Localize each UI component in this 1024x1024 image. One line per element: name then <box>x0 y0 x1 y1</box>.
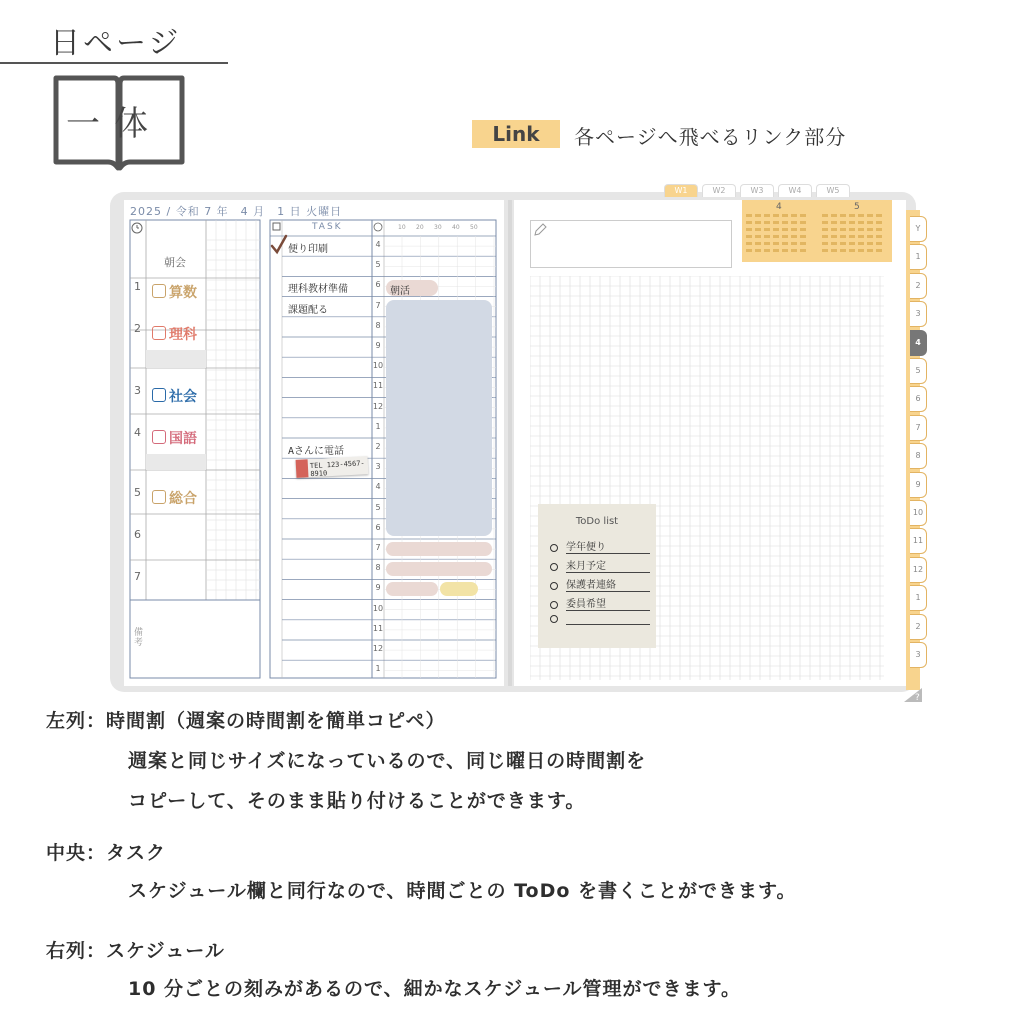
month-tab[interactable]: 4 <box>910 330 927 356</box>
hour-label: 12 <box>372 644 384 653</box>
task-entry: Aさんに電話 <box>288 446 345 457</box>
month-tab[interactable]: 3 <box>910 301 927 327</box>
month-tab[interactable]: 11 <box>910 528 927 554</box>
title-underline <box>0 62 228 64</box>
month-tab[interactable]: 5 <box>910 358 927 384</box>
subject-label <box>152 324 197 344</box>
week-tab[interactable]: W2 <box>702 184 736 197</box>
period-number: 2 <box>134 322 141 335</box>
month-tab[interactable]: 2 <box>910 614 927 640</box>
task-entry: 理科教材準備 <box>288 284 348 296</box>
hour-label: 9 <box>375 341 381 350</box>
hour-label: 8 <box>375 320 381 330</box>
minute-label: 40 <box>452 224 460 231</box>
svg-text:?: ? <box>915 693 920 703</box>
hour-label: 9 <box>375 583 381 593</box>
todo-checkbox[interactable] <box>550 615 558 623</box>
hour-label: 11 <box>372 623 384 633</box>
link-description: 各ページへ飛べるリンク部分 <box>574 125 847 149</box>
hour-label: 1 <box>375 664 381 674</box>
schedule-block <box>386 542 492 556</box>
page-spine <box>508 200 512 686</box>
month-tab[interactable]: 3 <box>910 642 927 668</box>
todo-text: 委員希望 <box>566 595 650 611</box>
hour-label: 2 <box>375 442 381 451</box>
schedule-block-morning: 朝活 <box>386 280 438 296</box>
month-tab[interactable]: 7 <box>910 415 927 441</box>
subject-label <box>152 428 197 448</box>
mini-calendar: 4 5 <box>742 200 892 262</box>
checkmark-icon <box>270 234 290 256</box>
todo-list-note <box>538 504 656 648</box>
month-tab[interactable]: 1 <box>910 244 927 270</box>
todo-checkbox[interactable] <box>550 563 558 571</box>
todo-item <box>550 595 650 611</box>
todo-checkbox[interactable] <box>550 601 558 609</box>
hour-label: 4 <box>375 482 381 492</box>
section-heading: 時間割（週案の時間割を簡単コピペ） <box>106 710 446 732</box>
section-label: 左列： <box>46 710 107 732</box>
morning-label: 朝会 <box>164 256 186 269</box>
month-tab[interactable]: 6 <box>910 386 927 412</box>
book-icon <box>152 430 166 444</box>
section-heading: スケジュール <box>106 940 225 962</box>
week-tab[interactable]: W1 <box>664 184 698 197</box>
hour-label: 1 <box>375 421 381 431</box>
hour-label: 10 <box>372 361 384 371</box>
period-number: 4 <box>134 426 141 439</box>
period-number: 6 <box>134 528 141 541</box>
todo-text: 保護者連絡 <box>566 576 650 592</box>
description-line: 10 分ごとの刻みがあるので、細かなスケジュール管理ができます。 <box>128 978 742 1000</box>
week-tab[interactable]: W4 <box>778 184 812 197</box>
pencil-icon <box>152 284 166 298</box>
description-line: コピーして、そのまま貼り付けることができます。 <box>128 790 586 812</box>
description-line: 週案と同じサイズになっているので、同じ曜日の時間割を <box>128 750 647 772</box>
task-entry: 課題配る <box>288 304 328 316</box>
hour-label: 7 <box>375 300 381 310</box>
todo-checkbox[interactable] <box>550 544 558 552</box>
globe-icon <box>152 388 166 402</box>
help-icon[interactable] <box>904 686 924 704</box>
week-tab[interactable]: W3 <box>740 184 774 197</box>
schedule-block-classes <box>386 300 492 536</box>
subject-name: 算数 <box>169 285 197 301</box>
bulb-icon <box>152 326 166 340</box>
task-header: TASK <box>312 222 343 232</box>
camera-icon <box>152 490 166 504</box>
hour-label: 3 <box>375 462 381 472</box>
minute-label: 50 <box>470 224 478 231</box>
section-heading: タスク <box>106 842 167 864</box>
todo-text <box>566 624 650 625</box>
schedule-block-yellow <box>440 582 478 596</box>
subject-label <box>152 282 197 302</box>
subject-label <box>152 386 197 406</box>
subject-name: 総合 <box>169 491 197 507</box>
month-tab[interactable]: 9 <box>910 472 927 498</box>
todo-item <box>550 538 650 554</box>
period-number: 3 <box>134 384 141 397</box>
description-heading <box>46 838 166 865</box>
hour-label: 5 <box>375 502 381 512</box>
hour-label: 8 <box>375 563 381 573</box>
hour-label: 4 <box>375 240 381 249</box>
sticky-note: TEL 123-4567-8910 <box>296 456 369 478</box>
period-number: 7 <box>134 570 141 583</box>
subject-name: 社会 <box>169 389 197 405</box>
description-heading <box>46 936 225 963</box>
period-number: 5 <box>134 486 141 499</box>
hour-label: 11 <box>372 381 384 391</box>
subject-label <box>152 488 197 508</box>
minute-label: 10 <box>398 224 406 231</box>
month-tab[interactable]: 1 <box>910 585 927 611</box>
subject-name: 国語 <box>169 431 197 447</box>
todo-text: 学年便り <box>566 538 650 554</box>
date-line: 2025 / 令和 7 年 4 月 1 日 火曜日 <box>130 205 343 218</box>
week-tab[interactable]: W5 <box>816 184 850 197</box>
hour-label: 12 <box>372 401 384 411</box>
todo-title: ToDo list <box>575 516 619 527</box>
book-text: 一体 <box>66 104 162 144</box>
month-tab[interactable]: Y <box>910 216 927 242</box>
hour-label: 6 <box>375 280 381 290</box>
section-label: 中央： <box>46 842 107 864</box>
period-number: 1 <box>134 280 141 293</box>
todo-item <box>550 614 650 625</box>
month-tab[interactable]: 10 <box>910 500 927 526</box>
hour-label: 7 <box>375 543 381 552</box>
minute-label: 30 <box>434 224 442 231</box>
month-tab[interactable]: 12 <box>910 557 927 583</box>
todo-checkbox[interactable] <box>550 582 558 590</box>
month-tab[interactable]: 8 <box>910 443 927 469</box>
hour-label: 6 <box>375 522 381 532</box>
description-heading <box>46 706 446 733</box>
month-tab[interactable]: 2 <box>910 273 927 299</box>
mini-calendar-dates <box>746 214 888 258</box>
link-badge: Link <box>472 120 560 148</box>
todo-item <box>550 576 650 592</box>
schedule-block <box>386 582 438 596</box>
todo-text: 来月予定 <box>566 557 650 573</box>
todo-item <box>550 557 650 573</box>
pencil-icon <box>533 223 547 237</box>
task-entry: 便り印刷 <box>288 244 328 255</box>
hour-label: 10 <box>372 603 384 613</box>
notes-label: 備考 <box>134 628 144 648</box>
subject-name: 理科 <box>169 327 197 343</box>
schedule-block <box>386 562 492 576</box>
description-line: スケジュール欄と同行なので、時間ごとの ToDo を書くことができます。 <box>128 880 797 902</box>
minute-label: 20 <box>416 224 424 231</box>
page-title: 日ページ <box>50 26 182 61</box>
section-label: 右列： <box>46 940 107 962</box>
hour-label: 5 <box>375 260 381 270</box>
memo-box <box>530 220 732 268</box>
